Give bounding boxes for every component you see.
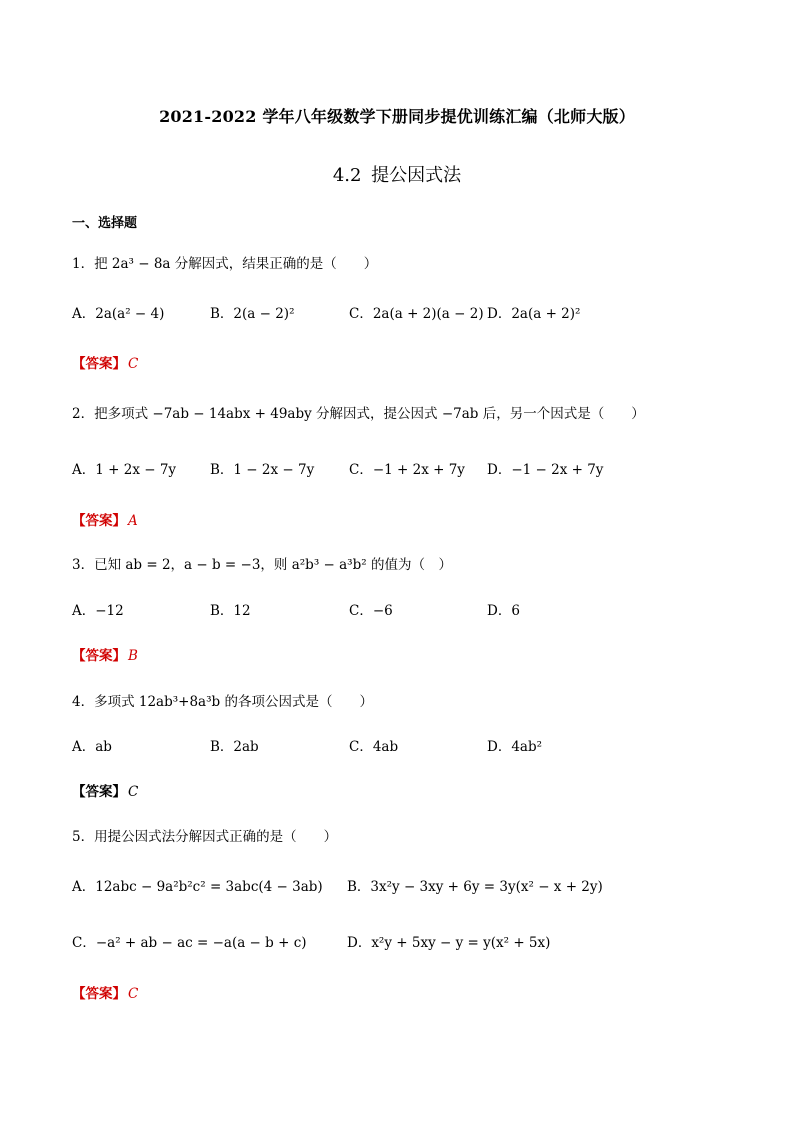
question-5-stem: 5．用提公因式法分解因式正确的是（ ） [72,829,338,845]
answer-label: 【答案】 [72,648,126,664]
question-1-option-b: B．2(a − 2)² [210,306,295,322]
answer-value: B [128,648,138,664]
question-5-option-b: B．3x²y − 3xy + 6y = 3y(x² − x + 2y) [347,879,603,895]
document-subtitle: 4.2 提公因式法 [332,165,462,186]
section-heading: 一、选择题 [72,216,138,231]
answer-value: C [128,784,139,800]
answer-label: 【答案】 [72,986,126,1002]
question-3-option-b: B．12 [210,603,251,619]
answer-value: C [128,356,139,372]
question-5-option-d: D．x²y + 5xy − y = y(x² + 5x) [347,935,551,951]
question-5-option-a: A．12abc − 9a²b²c² = 3abc(4 − 3ab) [72,879,323,895]
question-3-option-a: A．−12 [72,603,124,619]
document-title: 2021-2022 学年八年级数学下册同步提优训练汇编（北师大版） [159,107,635,126]
question-2-stem: 2．把多项式 −7ab − 14abx + 49aby 分解因式，提公因式 −7ab 后，另一个因式是（ ） [72,406,645,422]
question-3-option-c: C．−6 [349,603,393,619]
answer-value: A [128,513,138,529]
question-5-answer [72,982,138,1002]
question-3-answer [72,644,138,664]
question-2-option-a: A．1 + 2x − 7y [72,462,177,478]
answer-label: 【答案】 [72,513,126,529]
question-2-option-b: B．1 − 2x − 7y [210,462,315,478]
question-1-stem: 1．把 2a³ − 8a 分解因式，结果正确的是（ ） [72,256,378,272]
answer-label: 【答案】 [72,784,126,800]
question-4-option-a: A．ab [72,739,112,755]
question-3-stem: 3．已知 ab = 2，a − b = −3，则 a²b³ − a³b² 的值为（ ） [72,557,452,573]
question-4-option-c: C．4ab [349,739,399,755]
question-3-option-d: D．6 [487,603,520,619]
question-1-option-d: D．2a(a + 2)² [487,306,581,322]
question-2-answer [72,509,138,529]
question-1-option-c: C．2a(a + 2)(a − 2) [349,306,484,322]
question-5-option-c: C．−a² + ab − ac = −a(a − b + c) [72,935,307,951]
question-4-option-d: D．4ab² [487,739,543,755]
question-4-option-b: B．2ab [210,739,259,755]
question-2-option-d: D．−1 − 2x + 7y [487,462,604,478]
answer-label: 【答案】 [72,356,126,372]
question-1-option-a: A．2a(a² − 4) [72,306,165,322]
question-2-option-c: C．−1 + 2x + 7y [349,462,465,478]
question-4-answer [72,780,138,800]
question-1-answer [72,352,138,372]
question-4-stem: 4．多项式 12ab³+8a³b 的各项公因式是（ ） [72,694,373,710]
answer-value: C [128,986,139,1002]
